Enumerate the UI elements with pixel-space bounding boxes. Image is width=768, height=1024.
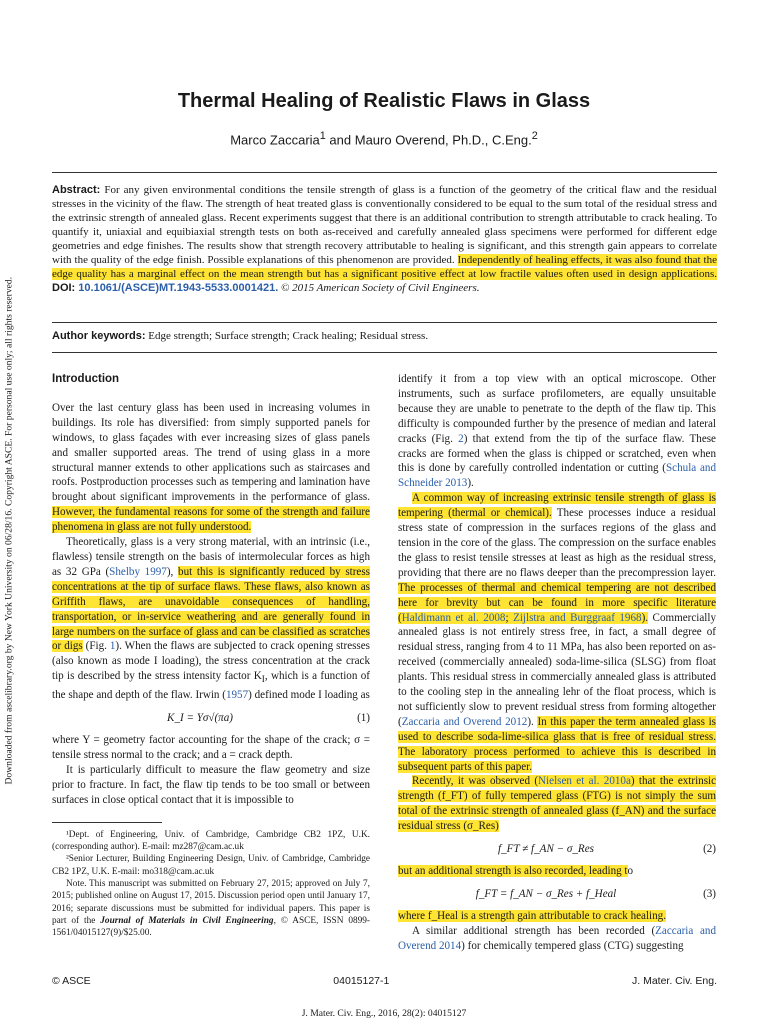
ref-schula-schneider-2013[interactable]: Schula and Schneider 2013 <box>398 462 716 490</box>
download-notice: Downloaded from ascelibrary.org by New York University on 06/28/16. Copyright ASCE. For personal use only; all rights reserved. <box>3 276 15 785</box>
keywords-label: Author keywords: <box>52 330 146 342</box>
abstract-copyright: © 2015 American Society of Civil Engineers. <box>278 282 480 294</box>
author-1-affiliation-mark: 1 <box>319 130 326 142</box>
rule-keywords-bottom <box>52 352 717 353</box>
ref-haldimann-2008[interactable]: Haldimann et al. 2008 <box>401 611 506 624</box>
ref-zaccaria-overend-2014[interactable]: Zaccaria and Overend 2014 <box>398 924 716 952</box>
abstract-highlight: Independently of healing effects, it was also found that the edge quality has a marginal effect on the mean strength but has a significant positive effect at low fractile values often used in design applications. <box>52 254 717 280</box>
equation-2-formula: f_FT ≠ f_AN − σ_Res <box>498 842 594 855</box>
highlight-griffith-flaws: but this is significantly reduced by stress concentrations at the tip of surface flaws. These flaws, also known as Griffith flaws, are unavoidable consequences of handling, transportation, or in-service weathering and are generally found in large numbers on the surface of glass and can be classified as scratches or digs <box>52 565 370 653</box>
footnotes <box>52 829 370 940</box>
author-2: Mauro Overend, Ph.D., C.Eng. <box>354 132 532 148</box>
author-1: Marco Zaccaria <box>230 132 320 148</box>
equation-1-number: (1) <box>357 711 370 724</box>
keywords-text: Edge strength; Surface strength; Crack healing; Residual stress. <box>145 330 429 342</box>
equation-1 <box>52 707 370 729</box>
footer-copyright: © ASCE <box>52 975 91 987</box>
equation-3 <box>398 883 716 905</box>
right-column <box>398 372 716 954</box>
page-footer <box>52 975 717 987</box>
doi-link[interactable]: 10.1061/(ASCE)MT.1943-5533.0001421. <box>78 282 279 294</box>
paper-title: Thermal Healing of Realistic Flaws in Glass <box>177 90 591 112</box>
highlight-fundamental-reasons: However, the fundamental reasons for some of the strength and failure phenomena in glass are not fully understood. <box>52 506 370 534</box>
fig-2-link[interactable]: 2 <box>458 432 464 445</box>
footer-journal: J. Mater. Civ. Eng. <box>631 975 717 987</box>
intro-paragraph-3: where Y = geometry factor accounting for the shape of the crack; σ = tensile stress normal to the crack; and a = crack depth. <box>52 734 370 762</box>
footnote-rule <box>52 822 162 823</box>
journal-name: Journal of Materials in Civil Engineering <box>100 915 274 926</box>
highlight-annealed-definition: In this paper the term annealed glass is used to describe soda-lime-silica glass that is free of residual stress. The laboratory process performed to achieve this is described in subsequent parts of this paper. <box>398 715 716 773</box>
left-column <box>52 372 370 939</box>
ref-irwin-1957[interactable]: 1957 <box>225 689 249 702</box>
equation-2-number: (2) <box>703 842 716 855</box>
equation-3-number: (3) <box>703 887 716 900</box>
equation-1-formula: K_I = Yσ√(πa) <box>167 711 233 724</box>
right-paragraph-1: identify it from a top view with an optical microscope. Other instruments, such as surface profilometers, are equally unsuitable because they are unable to penetrate to the depth of the flaw tip. This difficulty is compounded further by the presence of median and lateral cracks (Fig. 2) that extend from the tip of the surface flaw. These cracks are formed when the glass is chipped or scratched, even when this is done by carefully controlled indentation or cutting (Schula and Schneider 2013). <box>398 373 716 490</box>
abstract-label: Abstract: <box>52 184 101 196</box>
footer-article-number: 04015127-1 <box>333 975 390 987</box>
section-heading-introduction: Introduction <box>52 373 120 385</box>
equation-2 <box>398 838 716 860</box>
rule-top <box>52 172 717 173</box>
intro-paragraph-1: Over the last century glass has been used in increasing volumes in buildings. Its role has diversified: from simply supported panels for windows, to glass façades with ever increasing sizes of glass panels and smaller supported areas. The trend of using glass in a more structural manner extends to other applications such as staircases and roofs. Postproduction processes such as tempering and lamination have brought about significant improvements in the performance of glass. However, the fundamental reasons for some of the strength and failure phenomena in glass are not fully understood. <box>52 401 370 534</box>
author-keywords <box>52 330 717 342</box>
abstract-text: For any given environmental conditions the tensile strength of glass is a function of the geometry of the critical flaw and the residual stresses in the vicinity of the flaw. The strength of heat treated glass is conventionally considered to be equal to the sum total of the residual stress and the extrinsic strength of annealed glass. Recent experiments suggest that there is an additional contribution to strength attributable to crack healing. To quantify it, uniaxial and equibiaxial strength tests on both as-received and carefully annealed glass specimens were performed for different edge geometries and edge finishes. The results show that strength recovery attributable to healing is significant, and this strength gain appears to correlate with the quality of the edge finish. Possible explanations of this phenomenon are provided. <box>52 184 717 266</box>
author-2-affiliation-mark: 2 <box>531 130 538 142</box>
doi-label: DOI: <box>52 282 79 294</box>
abstract <box>52 183 717 295</box>
footnote-1: ¹Dept. of Engineering, Univ. of Cambridge, Cambridge CB2 1PZ, U.K. (corresponding author). E-mail: mz287@cam.ac.uk <box>52 829 370 853</box>
right-paragraph-2: A common way of increasing extrinsic tensile strength of glass is tempering (thermal or chemical). These processes induce a residual stress state of compression in the surfaces regions of the glass and tension in the core of the glass. The compression on the surface enables the glass to resist tensile stresses at least as high as the residual stress, providing that there are no flaws deeper than the precompression layer. The processes of thermal and chemical tempering are not described here for brevity but can be found in more specific literature (Haldimann et al. 2008; Zijlstra and Burggraaf 1968). Commercially annealed glass is not entirely stress free, in fact, a small degree of residual stress, ranging from 4 to 11 MPa, has also been reported on as-received (commercially annealed) soda-lime-silica (SLSG) from float plants. This residual stress in commercially annealed glass is attributed to the cooling step in the annealing lehr of the float process, which is not sufficiently slow to prevent residual stress from forming altogether (Zaccaria and Overend 2012). In this paper the term annealed glass is used to describe soda-lime-silica glass that is free of residual stress. The laboratory process performed to achieve this is described in subsequent parts of this paper. <box>398 492 717 773</box>
rule-abstract-bottom <box>52 322 717 323</box>
intro-paragraph-2: Theoretically, glass is a very strong material, with an intrinsic (i.e., flawless) tensile strength on the basis of intermolecular forces as high as 32 GPa (Shelby 1997), but this is significantly reduced by stress concentrations at the tip of surface flaws. These flaws, also known as Griffith flaws, are unavoidable consequences of handling, transportation, or in-service weathering and are generally found in large numbers on the surface of glass and can be classified as scratches or digs (Fig. 1). When the flaws are subjected to crack opening stresses (also known as mode I loading), the stress concentration at the crack tip is described by the stress intensity factor $K_I$, which is a function of the shape and depth of the flaw. Irwin (1957) defined mode I loading as <box>52 536 370 702</box>
intro-paragraph-4: It is particularly difficult to measure the flaw geometry and size prior to fracture. In fact, the flaw tip tends to be too small or between surfaces in close optical contact that it is impossible to <box>52 764 370 806</box>
fig-1-link[interactable]: 1 <box>109 640 116 653</box>
right-paragraph-4: but an additional strength is also recorded, leading to <box>398 865 634 878</box>
equation-3-formula: f_FT = f_AN − σ_Res + f_Heal <box>475 887 617 900</box>
authors-conjunction: and <box>325 132 355 148</box>
right-paragraph-3: Recently, it was observed (Nielsen et al. 2010a) that the extrinsic strength (f_FT) of fully tempered glass (FTG) is not simply the sum total of the extrinsic strength of annealed glass (f_AN) and the surface residual stress (σ_Res) <box>398 775 717 833</box>
right-paragraph-6: A similar additional strength has been recorded (Zaccaria and Overend 2014) for chemically tempered glass (CTG) suggesting <box>398 924 716 952</box>
ref-shelby-1997[interactable]: Shelby 1997 <box>109 565 167 578</box>
ref-zijlstra-burggraaf-1968[interactable]: Zijlstra and Burggraaf 1968 <box>513 611 642 624</box>
right-paragraph-5 <box>398 909 716 924</box>
page-citation: J. Mater. Civ. Eng., 2016, 28(2): 04015127 <box>301 1008 467 1019</box>
manuscript-note: Note. This manuscript was submitted on February 27, 2015; approved on July 7, 2015; published online on August 17, 2015. Discussion period open until January 17, 2016; separate discussions must be submitted for individual papers. This paper is part of the Journal of Materials in Civil Engineering, © ASCE, ISSN 0899-1561/04015127(9)/$25.00. <box>52 878 371 939</box>
highlight-fheal: where f_Heal is a strength gain attributable to crack healing. <box>398 910 666 922</box>
highlight-tempering: A common way of increasing extrinsic tensile strength of glass is tempering (thermal or chemical). <box>398 492 716 520</box>
footnote-2: ²Senior Lecturer, Building Engineering Design, Univ. of Cambridge, Cambridge CB2 1PZ, U.K. E-mail: mo318@cam.ac.uk <box>52 854 370 877</box>
authors <box>0 130 768 147</box>
ref-nielsen-2010a[interactable]: Nielsen et al. 2010a <box>538 775 631 788</box>
ref-zaccaria-overend-2012[interactable]: Zaccaria and Overend 2012 <box>401 715 528 728</box>
